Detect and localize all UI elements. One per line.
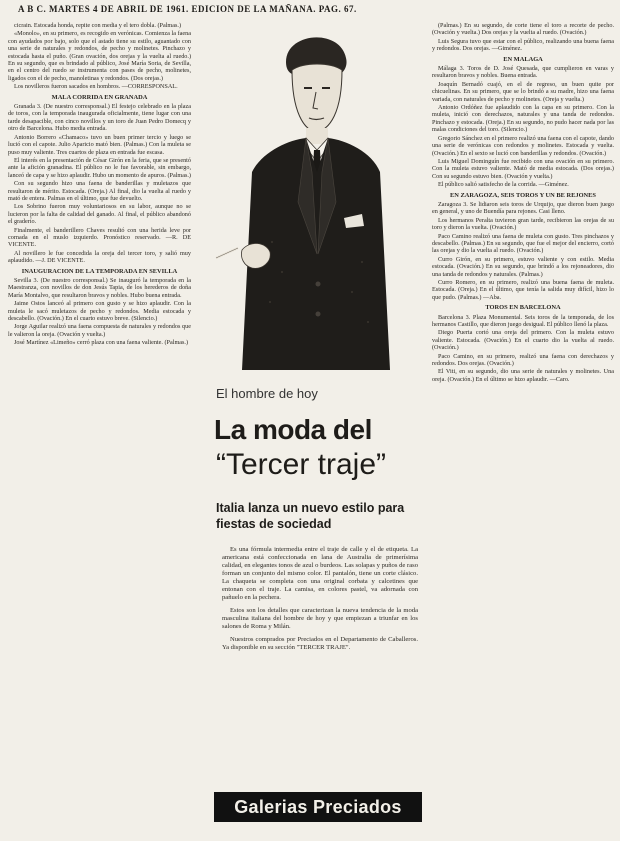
ad-body-paragraph: Es una fórmula intermedia entre el traje de calle y el de etiqueta. La americana está confeccionada en lana de Australia de primerísima calidad, en elegantes tonos de azul o burdeos. Las solapas y puños de raso forman un conjunto del mismo color. El pantalón, tiene un corte clásico. La chaqueta se completa con una original corbata y calcetines que entonan con el traje. La camisa, en colores pastel, va adornada con pañuelo en la pechera. <box>222 546 418 601</box>
ad-body-paragraph: Estos son los detalles que caracterizan la nueva tendencia de la moda masculina italiana del hombre de hoy y que empiezan a triunfar en los salones de Roma y Milán. <box>222 607 418 630</box>
left-column <box>8 22 191 837</box>
article-paragraph: Málaga 3. Toros de D. José Quesada, que cumplieron en varas y resultaron bravos y nobles. Buena entrada. <box>432 65 614 80</box>
article-paragraph: Antonio Borrero «Chamaco» tuvo un buen primer tercio y luego se lució con el capote. Julio Aparicio mató bien. (Palmas.) Con la muleta se puso muy valiente. Tres cuartos de plaza en entrada fue escasa. <box>8 133 191 156</box>
article-paragraph: Antonio Ordóñez fue aplaudido con la capa en su primero. Con la muleta, inició con derechazos, naturales y una tanda de redondos. Pinchazo y estocada. (Oreja.) En su segundo, no pudo hacer nada por las malas condiciones del toro. (Silencio.) <box>432 104 614 134</box>
advertisement <box>200 22 426 837</box>
article-paragraph: El interés en la presentación de César Girón en la feria, que se presentó ante la afición granadina. El público no le fue favorable, sin embargo, lanceó de capa y se hizo aplaudir. Hubo un momento de apuros. (Palmas.) <box>8 156 191 179</box>
article-paragraph: Granada 3. (De nuestro corresponsal.) El festejo celebrado en la plaza de toros, con la temporada inaugurada oficialmente, tiene lugar con una tarde desapacible, con cinco novillos y un toro de Juan Pedro Domecq y otro de Barcelona. Hubo media entrada. <box>8 103 191 133</box>
article-paragraph: Jorge Aguilar realizó una faena compuesta de naturales y redondos que le valieron la oreja. (Ovación y vuelta.) <box>8 323 191 338</box>
article-paragraph: Gregorio Sánchez en el primero realizó una faena con el capote, dando una serie de verónicas con redondos y molinetes. Estocada y vuelta. (Ovación.) En el sexto se lució con banderillas y redondos. (Ovación.) <box>432 134 614 157</box>
section-heading: TOROS EN BARCELONA <box>485 304 561 312</box>
article-paragraph: «Monolo», en su primero, es recogido en verónicas. Comienza la faena con ayudados por bajo, solo que el astado tiene su estilo, aguantado con una serie de naturales y redondos, de pecho y molinetes. Pinchazo y estocada hasta el puño. (Gran ovación, dos orejas y la vuelta al ruedo.) En su segundo, que es brindado al público, José María Soria, de Sevilla, en el centro del ruedo se instrumenta con pases de pecho, molinetes, ligados con el de pecho, manoletinas y redondos. (Dos orejas.) <box>8 30 191 82</box>
article-paragraph: Joaquín Bernadó cuajó, en el de regreso, un buen quite por chicuelinas. En su primero, que se lo brindó a su madre, hizo una faena variada, con naturales de pecho y molinetes. (Oreja y vuelta.) <box>432 80 614 103</box>
section-heading: EN MALAGA <box>503 55 543 63</box>
article-paragraph: Paco Camino realizó una faena de muleta con gusto. Tres pinchazos y descabello. (Palmas.) En su segundo, que fue el mejor del encierro, cortó las orejas y dio la vuelta al ruedo. (Ovación.) <box>432 232 614 255</box>
article-paragraph: Los Sobrino fueron muy voluntariosos en su labor, aunque no se lucieron por la falta de calidad del ganado. Al final, el público abandonó el graderío. <box>8 203 191 226</box>
ad-headline: La moda del <box>214 414 372 445</box>
article-paragraph: Con su segundo hizo una faena de banderillas y muletazos que resultaron de mérito. Estocada. (Oreja.) Al final, dio la vuelta al ruedo y mató de entera. Palmas en el último, que fue devuelto. <box>8 180 191 202</box>
article-paragraph: (Palmas.) En su segundo, de corte tiene el toro a recorte de pecho. (Ovación y vuelta.) Dos orejas y la vuelta al ruedo. (Ovación.) <box>432 22 614 37</box>
article-paragraph: Paco Camino, en su primero, realizó una faena con derechazos y redondos. Dos orejas. (Ovación.) <box>432 352 614 368</box>
article-paragraph: José Martínez «Limeño» cerró plaza con una faena valiente. (Palmas.) <box>14 339 189 347</box>
article-paragraph: El público salió satisfecho de la corrida. —Giménez. <box>438 181 569 189</box>
section-heading: INAUGURACION DE LA TEMPORADA EN SEVILLA <box>21 267 178 275</box>
article-paragraph: Diego Puerta cortó una oreja del primero. Con la muleta estuvo valiente. Estocada. (Ovación.) En el cuarto dio la vuelta al ruedo. (Ovación.) <box>432 329 614 352</box>
article-paragraph: Al novillero le fue concedida la oreja del tercer toro, y salió muy aplaudido. —J. DE VICENTE. <box>8 249 191 265</box>
ad-body <box>222 546 418 657</box>
right-column <box>432 22 614 837</box>
ad-overline: El hombre de hoy <box>216 386 318 401</box>
ad-body-paragraph: Nuestros comprados por Preciados en el Departamento de Caballeros. Ya disponible en su sección "TERCER TRAJE". <box>222 636 418 651</box>
ad-headline-quote: “Tercer traje” <box>216 448 387 481</box>
article-paragraph: Barcelona 3. Plaza Monumental. Seis toros de la temporada, de los hermanos Castillo, que dieron juego desigual. El público llenó la plaza. <box>432 313 614 329</box>
article-paragraph: Finalmente, el banderillero Chaves resultó con una herida leve por cornada en el muslo izquierdo. Pronóstico reservado. —R. DE VICENTE. <box>8 226 191 249</box>
article-paragraph: Luis Miguel Dominguín fue recibido con una ovación en su primero. Con la muleta estuvo valiente. Mató de media estocada. (Dos orejas.) Con su segundo estuvo bien. (Ovación y vuelta.) <box>432 157 614 180</box>
article-paragraph: Zaragoza 3. Se lidiaron seis toros de Urquijo, que dieron buen juego en general, y uno de Buendía para rejones. Casi lleno. <box>432 200 614 216</box>
article-paragraph: Curro Romero, en su primero, realizó una buena faena de muleta. Estocada. (Oreja.) En el último, que tenía la salida muy difícil, hizo lo que pudo. (Palmas.) —Aba. <box>432 279 614 301</box>
man-in-suit-illustration <box>212 22 412 370</box>
article-paragraph: Los hermanos Peralta tuvieron gran tarde, recibieron las orejas de su toro y dieron la vuelta. (Ovación.) <box>432 216 614 232</box>
article-paragraph: Los novilleros fueron sacados en hombros. —CORRESPONSAL. <box>14 83 178 91</box>
article-paragraph: El Viti, en su segundo, dio una serie de naturales y molinetes. Una oreja. (Ovación.) En el último se hizo aplaudir. —Caro. <box>432 368 614 383</box>
article-paragraph: cicrain. Estocada honda, repite con media y el tero dobla. (Palmas.) <box>14 22 181 29</box>
article-paragraph: Curro Girón, en su primero, estuvo valiente y con estilo. Media estocada. (Ovación.) En su segundo, que brindó a los rejoneadores, dio una tanda de redondos y naturales. (Palmas.) <box>432 255 614 278</box>
article-paragraph: Luis Segura tuvo que estar con el público, realizando una buena faena y redondos. Dos orejas. —Giménez. <box>432 37 614 53</box>
page-header: A B C. MARTES 4 DE ABRIL DE 1961. EDICION DE LA MAÑANA. PAG. 67. <box>18 4 357 14</box>
article-paragraph: Sevilla 3. (De nuestro corresponsal.) Se inauguró la temporada en la Maestranza, con novillos de don Jesús Tapia, de los herederos de doña María Montalvo, que resultaron bravos y nobles. Hubo buena entrada. <box>8 277 191 299</box>
ad-subheadline: Italia lanza un nuevo estilo para fiestas de sociedad <box>216 501 405 531</box>
section-heading: MALA CORRIDA EN GRANADA <box>51 93 148 101</box>
article-paragraph: Jaime Ostos lanceó al primero con gusto y se hizo aplaudir. Con la muleta le sacó muletazos de pecho y redondos. Media estocada y descabello. (Ovación.) En el cuarto estuvo breve. (Silencio.) <box>8 300 191 323</box>
section-heading: EN ZARAGOZA, SEIS TOROS Y UN BE REJONES <box>450 191 596 199</box>
brand-logo: Galerias Preciados <box>214 792 422 822</box>
